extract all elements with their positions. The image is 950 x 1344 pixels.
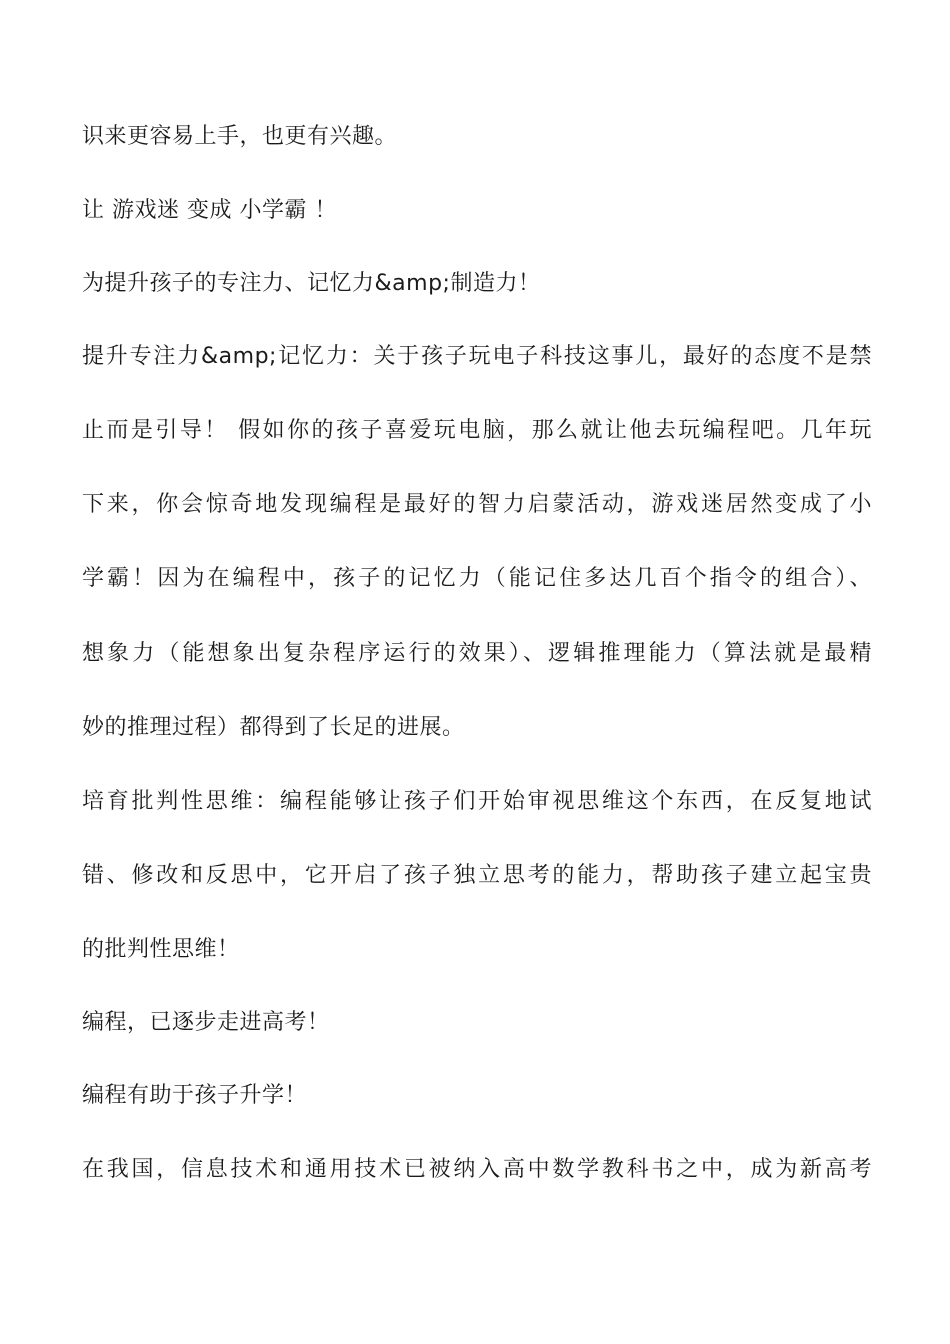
paragraph-line: 妙的推理过程）都得到了长足的进展。 [82,715,465,740]
paragraph-line: 错、修改和反思中，它开启了孩子独立思考的能力，帮助孩子建立起宝贵 [82,863,872,888]
paragraph-line: 提升专注力&amp;记忆力：关于孩子玩电子科技这事儿，最好的态度不是禁 [82,344,872,369]
paragraph-line: 想象力（能想象出复杂程序运行的效果）、逻辑推理能力（算法就是最精 [82,641,872,666]
paragraph-line: 下来，你会惊奇地发现编程是最好的智力启蒙活动，游戏迷居然变成了小 [82,492,872,517]
paragraph-line: 学霸！因为在编程中，孩子的记忆力（能记住多达几百个指令的组合）、 [82,566,872,591]
paragraph-line: 的批判性思维！ [82,937,240,962]
paragraph-line: 培育批判性思维：编程能够让孩子们开始审视思维这个东西，在反复地试 [82,789,872,814]
paragraph-line: 止而是引导！ 假如你的孩子喜爱玩电脑，那么就让他去玩编程吧。几年玩 [82,418,872,443]
heading-line: 让 游戏迷 变成 小学霸 ！ [82,198,337,223]
paragraph-line: 在我国，信息技术和通用技术已被纳入高中数学教科书之中，成为新高考 [82,1157,872,1182]
heading-line: 为提升孩子的专注力、记忆力&amp;制造力！ [82,271,541,296]
text-line: 识来更容易上手，也更有兴趣。 [82,124,398,149]
heading-line: 编程，已逐步走进高考！ [82,1010,330,1035]
heading-line: 编程有助于孩子升学！ [82,1083,308,1108]
